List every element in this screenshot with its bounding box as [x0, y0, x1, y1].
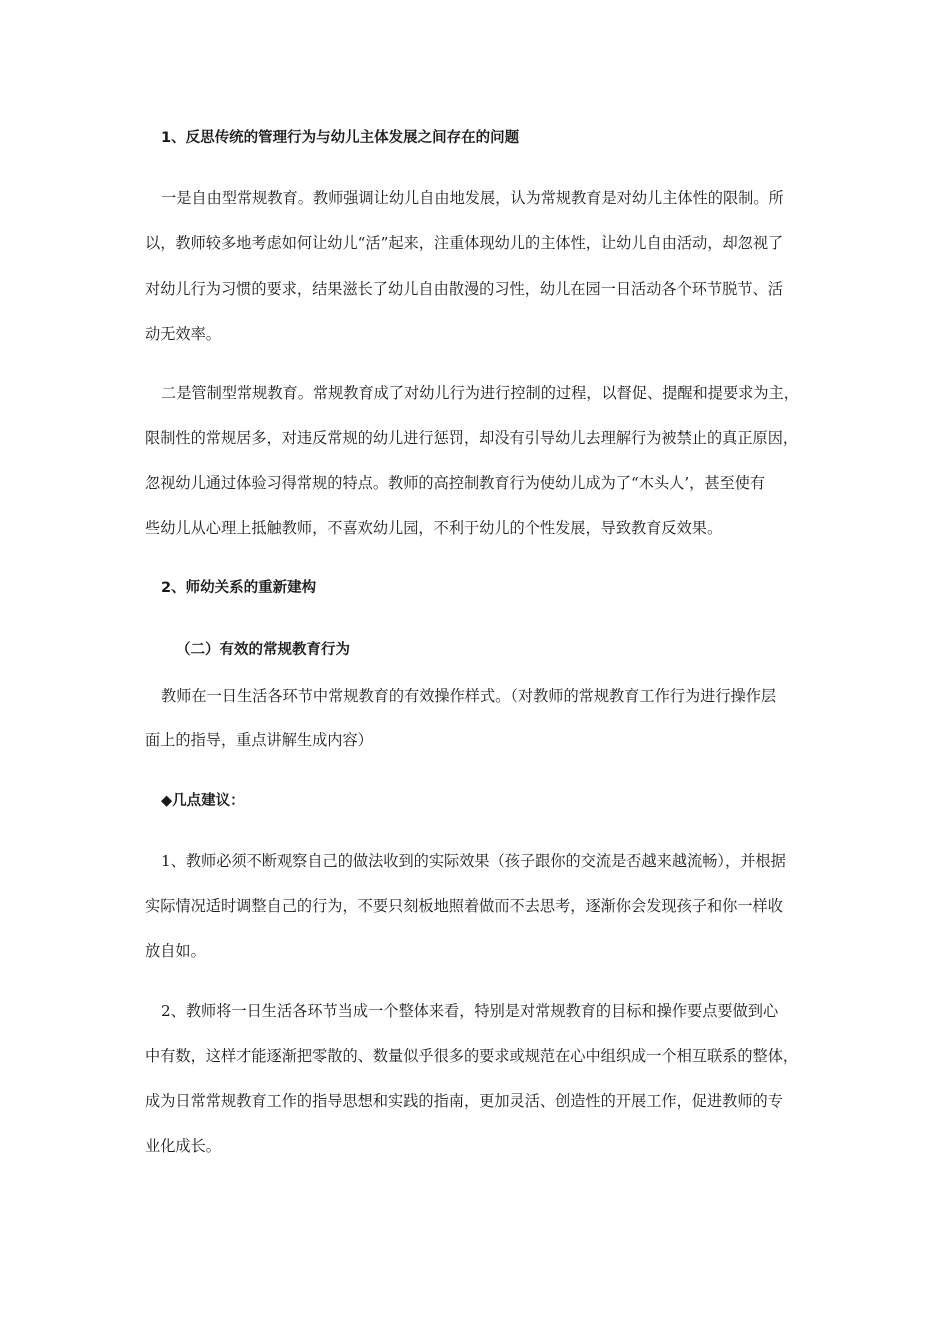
paragraph-line: 实际情况适时调整自己的行为，不要只刻板地照着做而不去思考，逐渐你会发现孩子和你一样收: [145, 897, 783, 915]
paragraph-line: 限制性的常规居多，对违反常规的幼儿进行惩罚，却没有引导幼儿去理解行为被禁止的真正原因，: [145, 429, 799, 447]
paragraph-line: 忽视幼儿通过体验习得常规的特点。教师的高控制教育行为使幼儿成为了“木头人’，甚至使有: [145, 474, 766, 492]
heading-reflection: 1、反思传统的管理行为与幼儿主体发展之间存在的问题: [161, 130, 520, 146]
paragraph-line: 以，教师较多地考虑如何让幼儿“活”起来，注重体现幼儿的主体性，让幼儿自由活动，却忽视了: [145, 234, 784, 252]
paragraph-line: 成为日常常规教育工作的指导思想和实践的指南，更加灵活、创造性的开展工作，促进教师的专: [145, 1092, 783, 1110]
paragraph-line: 面上的指导，重点讲解生成内容）: [145, 731, 373, 749]
paragraph-line: 二是管制型常规教育。常规教育成了对幼儿行为进行控制的过程，以督促、提醒和提要求为主，: [161, 384, 799, 402]
paragraph-line: 放自如。: [145, 942, 206, 960]
paragraph-line: 对幼儿行为习惯的要求，结果滋长了幼儿自由散漫的习性，幼儿在园一日活动各个环节脱节、活: [145, 280, 783, 298]
heading-relationship: 2、师幼关系的重新建构: [161, 580, 317, 596]
heading-suggestions: ◆几点建议：: [161, 793, 245, 809]
heading-effective-behavior: （二）有效的常规教育行为: [176, 642, 350, 658]
paragraph-line: 教师在一日生活各环节中常规教育的有效操作样式。（对教师的常规教育工作行为进行操作层: [161, 687, 777, 705]
paragraph-line: 中有数，这样才能逐渐把零散的、数量似乎很多的要求或规范在心中组织成一个相互联系的整体，: [145, 1047, 799, 1065]
paragraph-line: 动无效率。: [145, 325, 221, 343]
paragraph-line: 一是自由型常规教育。教师强调让幼儿自由地发展，认为常规教育是对幼儿主体性的限制。所: [161, 189, 784, 207]
paragraph-line: 2、教师将一日生活各环节当成一个整体来看，特别是对常规教育的目标和操作要点要做到心: [161, 1002, 779, 1020]
paragraph-line: 些幼儿从心理上抵触教师，不喜欢幼儿园，不利于幼儿的个性发展，导致教育反效果。: [145, 519, 723, 537]
paragraph-line: 1、教师必须不断观察自己的做法收到的实际效果（孩子跟你的交流是否越来越流畅），并根据: [161, 852, 786, 870]
paragraph-line: 业化成长。: [145, 1137, 221, 1155]
